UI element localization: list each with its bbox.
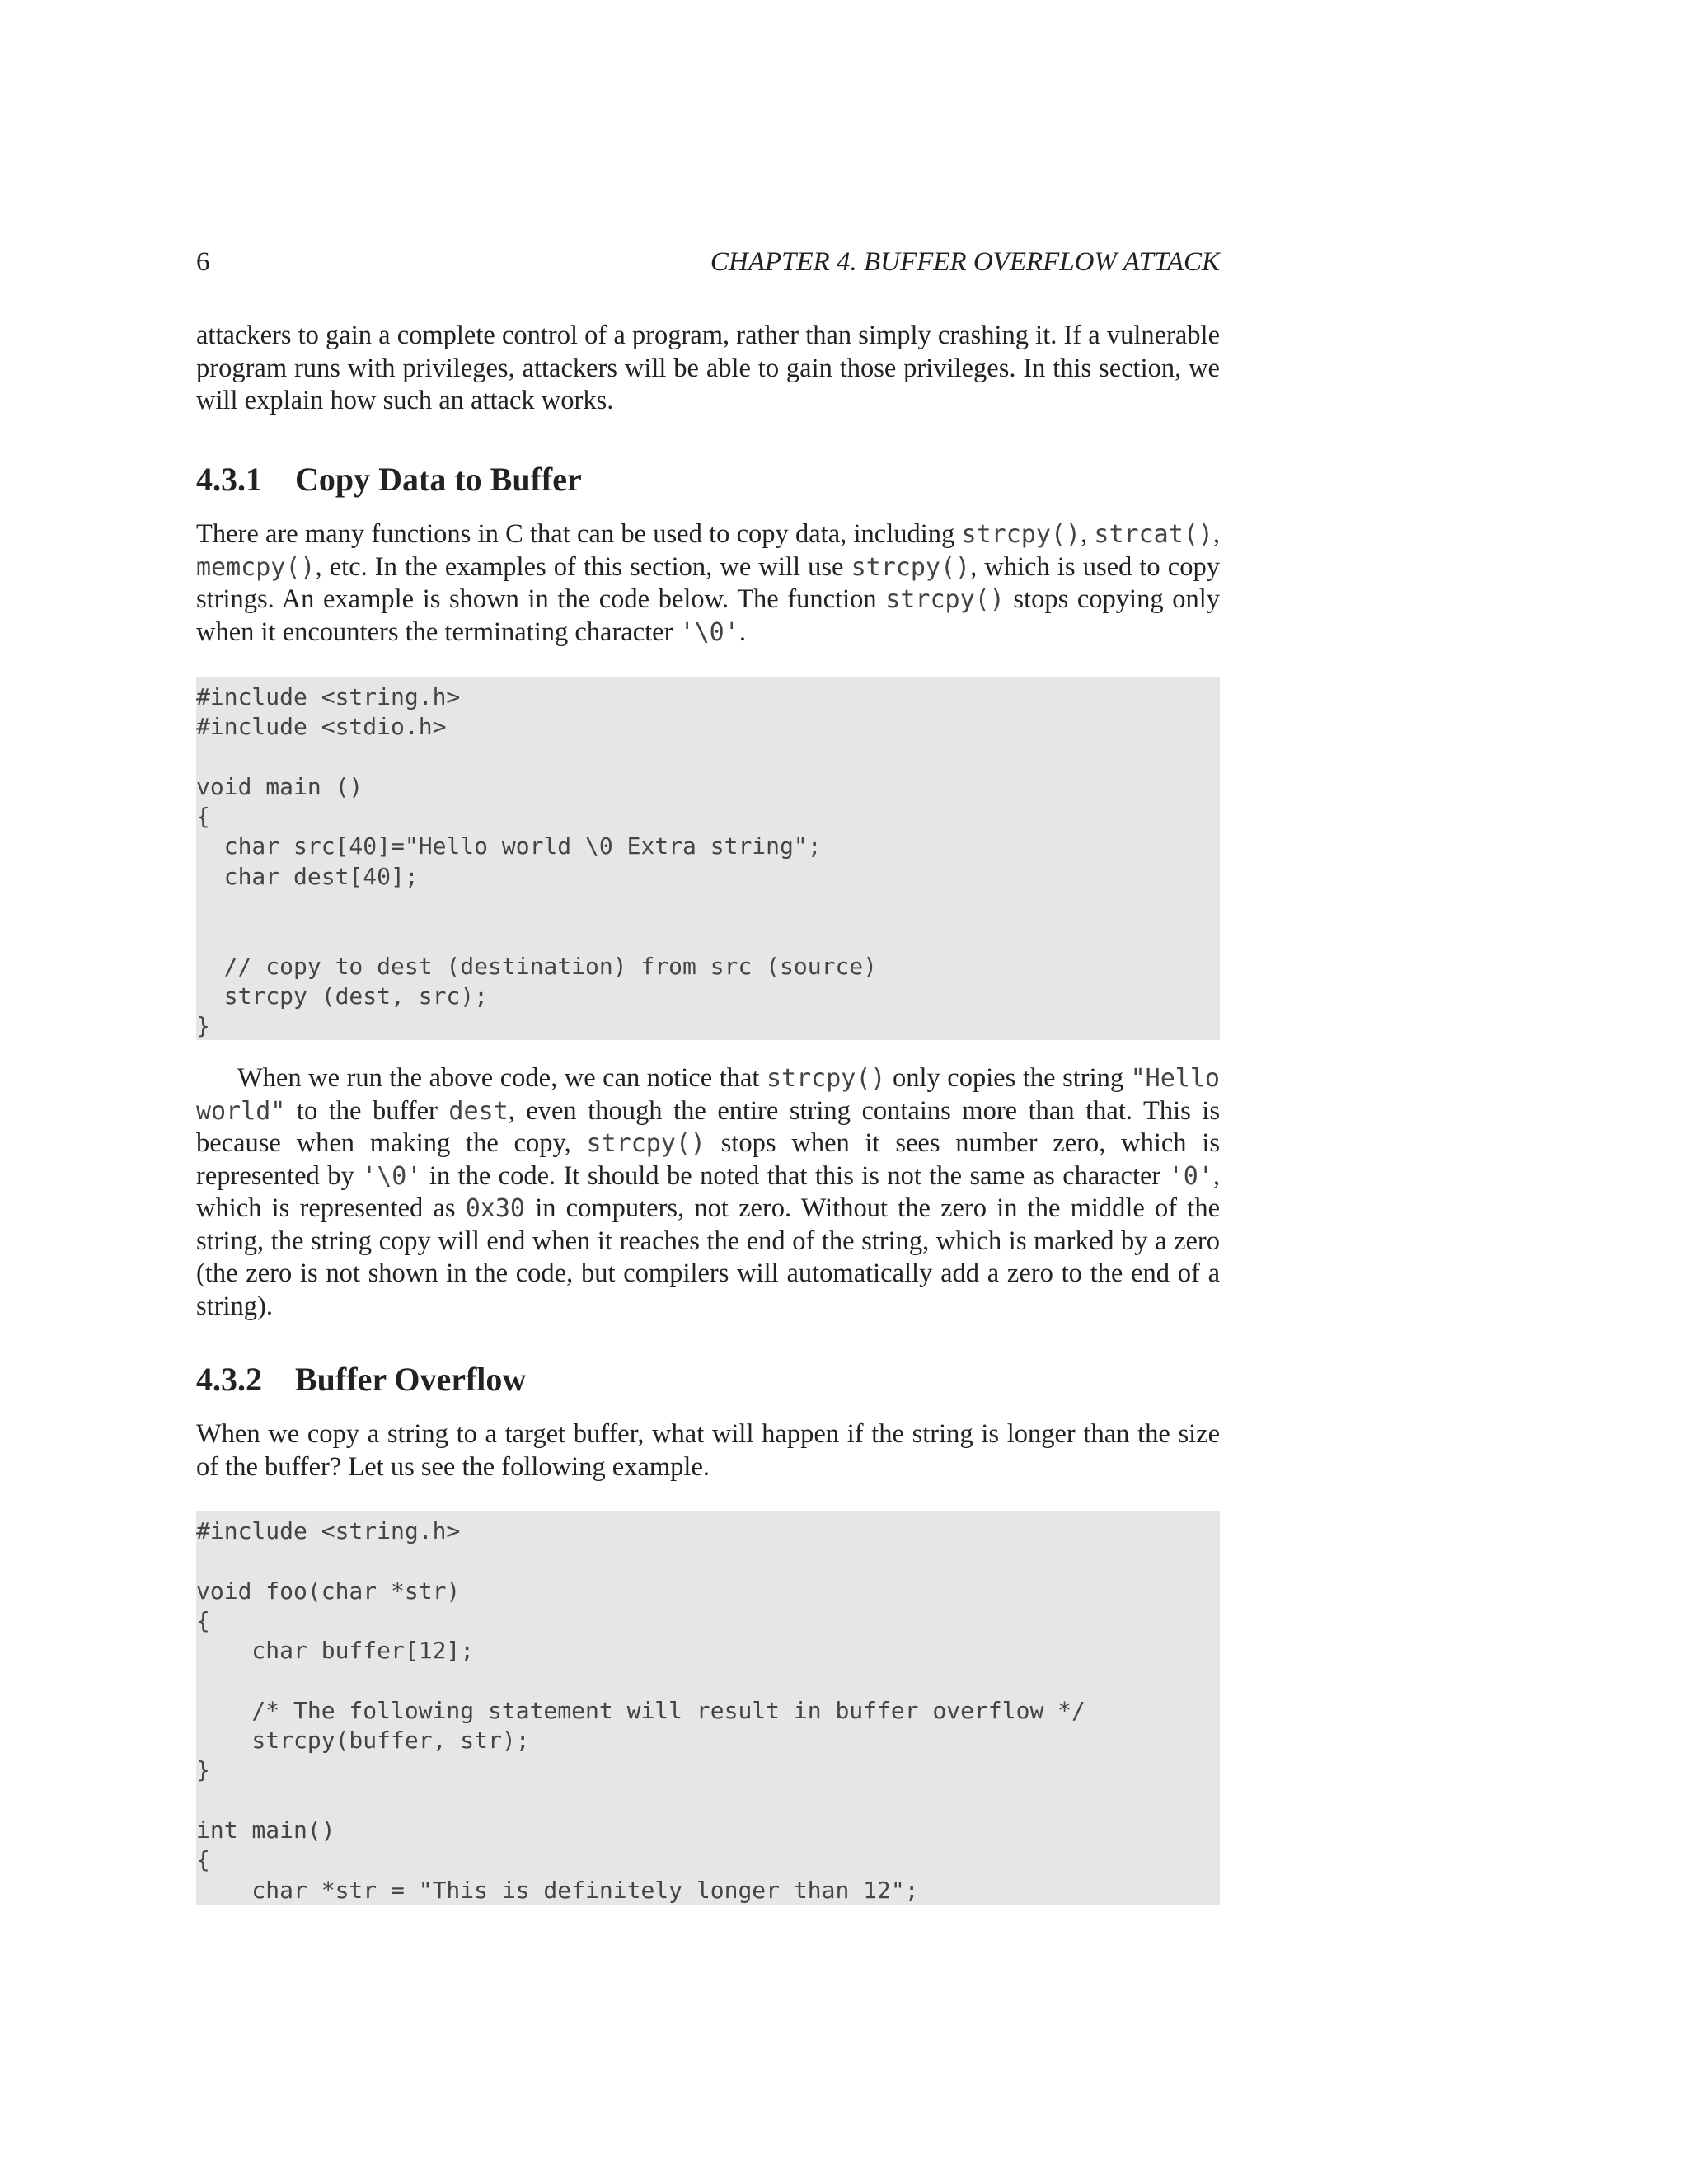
code-line — [196, 1546, 1220, 1576]
inline-code: '\0' — [679, 617, 739, 647]
code-line: char src[40]="Hello world \0 Extra string"; — [196, 832, 822, 860]
copy-data-paragraph-text: There are many functions in C that can be used to copy data, including strcpy(), strcat(), memcpy(), etc. In the examples of this section, we will use strcpy(), which is used to copy strings. An example is shown in the code below. The function strcpy() stops copying only when it encounters the terminating character '\0'. — [196, 519, 1221, 647]
code-line: char *str = "This is definitely longer than 12"; — [196, 1876, 919, 1904]
section-number: 4.3.2 — [196, 1361, 262, 1398]
section-heading-4-3-2 — [196, 1359, 1220, 1400]
code-line: // copy to dest (destination) from src (source) — [196, 952, 878, 980]
code-line: strcpy (dest, src); — [196, 982, 489, 1010]
buffer-overflow-paragraph-text: When we copy a string to a target buffer, what will happen if the string is longer than the size of the buffer? Let us see the following example. — [196, 1419, 1220, 1482]
inline-code: "Hello world" — [196, 1064, 1220, 1126]
code-line — [196, 921, 1220, 951]
code-line: #include <string.h> — [196, 1517, 461, 1544]
code-line: { — [196, 803, 210, 831]
inline-code: strcpy() — [885, 585, 1005, 614]
code-line — [196, 743, 1220, 772]
code-line — [196, 1786, 1220, 1816]
inline-code: strcpy() — [766, 1064, 886, 1093]
running-header — [196, 244, 1220, 280]
intro-paragraph — [196, 320, 1220, 418]
inline-code: '\0' — [362, 1161, 422, 1191]
code-line: void main () — [196, 772, 363, 800]
inline-code: '0' — [1168, 1161, 1213, 1191]
inline-code: strcpy() — [961, 520, 1081, 549]
code-line — [196, 1666, 1220, 1695]
code-line — [196, 892, 1220, 921]
chapter-title: CHAPTER 4. BUFFER OVERFLOW ATTACK — [710, 247, 1220, 277]
code-line: { — [196, 1846, 210, 1874]
section-number: 4.3.1 — [196, 461, 262, 498]
code-line: { — [196, 1606, 210, 1634]
code-line: #include <string.h> — [196, 683, 461, 710]
inline-code: 0x30 — [465, 1194, 525, 1223]
code-line: char dest[40]; — [196, 862, 419, 890]
inline-code: memcpy() — [196, 552, 316, 582]
section-title: Buffer Overflow — [295, 1361, 527, 1398]
code-line: #include <stdio.h> — [196, 713, 447, 741]
copy-data-paragraph — [196, 518, 1220, 649]
inline-code: dest — [448, 1096, 509, 1126]
explanation-paragraph-text: When we run the above code, we can notice that strcpy() only copies the string "Hello world" to the buffer dest, even though the entire string contains more than that. This is because when making the copy, strcpy() stops when it sees number zero, which is represented by '\0' in the code. It should be noted that this is not the same as character '0', which is represented as 0x30 in computers, not zero. Without the zero in the middle of the string, the string copy will end when it reaches the end of the string, which is marked by a zero (the zero is not shown in the code, but compilers will automatically add a zero to the end of a string). — [196, 1063, 1221, 1321]
code-line: int main() — [196, 1816, 335, 1844]
code-block-overflow-example — [196, 1511, 1220, 1905]
code-line: } — [196, 1756, 210, 1784]
inline-code: strcpy() — [586, 1129, 706, 1158]
inline-code: strcat() — [1094, 520, 1213, 549]
buffer-overflow-paragraph — [196, 1418, 1220, 1483]
code-line: char buffer[12]; — [196, 1637, 475, 1665]
section-heading-4-3-1 — [196, 459, 1220, 500]
code-line: } — [196, 1012, 210, 1040]
code-line: void foo(char *str) — [196, 1577, 461, 1605]
inline-code: strcpy() — [851, 552, 971, 582]
intro-paragraph-text: attackers to gain a complete control of a program, rather than simply crashing it. If a vulnerable program runs with privileges, attackers will be able to gain those privileges. In this section, we will explain how such an attack works. — [196, 321, 1220, 415]
code-block-strcpy-example — [196, 677, 1220, 1040]
code-line: strcpy(buffer, str); — [196, 1727, 530, 1755]
code-line: /* The following statement will result in buffer overflow */ — [196, 1696, 1085, 1724]
explanation-paragraph — [196, 1062, 1220, 1323]
page-number: 6 — [196, 247, 210, 277]
section-title: Copy Data to Buffer — [295, 461, 582, 498]
